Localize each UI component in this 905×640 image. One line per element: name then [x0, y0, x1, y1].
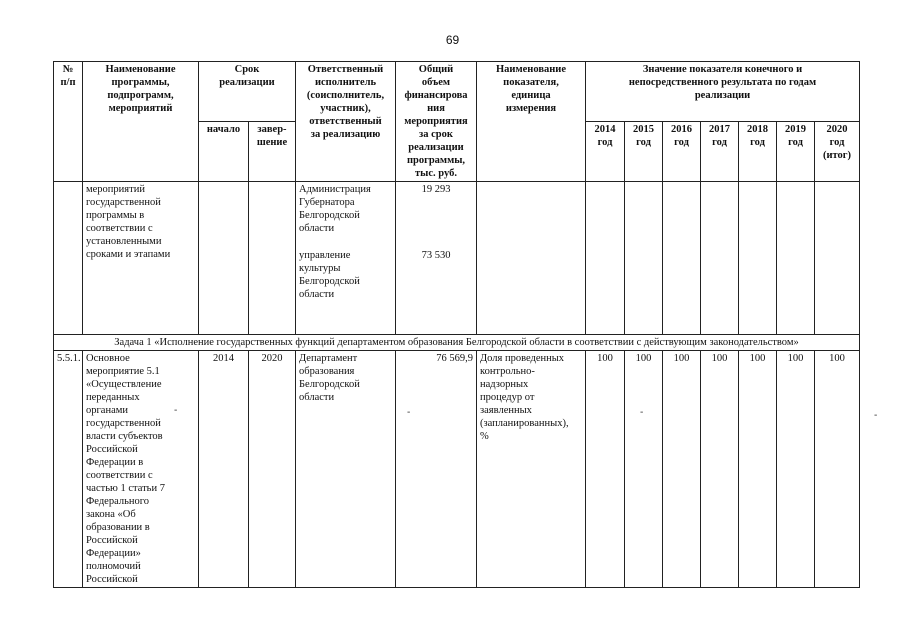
event-num: 5.5.1. [54, 351, 83, 588]
header-term: Срок реализации [199, 62, 296, 122]
task-text: Задача 1 «Исполнение государственных функций департаментом образования Белгородской области в соответствии с действующим законодательством» [54, 335, 860, 351]
task-row [54, 335, 860, 351]
cont-executor-1: Администрация Губернатора Белгородской области [299, 184, 371, 234]
cont-financing [396, 182, 477, 335]
scan-mark: - [640, 407, 644, 418]
scan-mark: - [407, 407, 411, 418]
event-value-2017: 100 [701, 351, 739, 588]
event-value-2014: 100 [586, 351, 625, 588]
event-value-2019: 100 [777, 351, 815, 588]
event-end: 2020 [249, 351, 296, 588]
event-value-2015: 100 [625, 351, 663, 588]
header-indicator: Наименование показателя, единица измерения [477, 62, 586, 182]
header-year-2018: 2018 год [739, 122, 777, 182]
header-values-title: Значение показателя конечного и непосредственного результата по годам реализации [586, 62, 860, 122]
event-row [54, 351, 860, 588]
event-financing: 76 569,9 [396, 351, 477, 588]
header-year-2020: 2020 год (итог) [815, 122, 860, 182]
cont-name: мероприятий государственной программы в соответствии с установленными сроками и этапами [83, 182, 199, 335]
event-name: Основное мероприятие 5.1 «Осуществление переданных органами государственной власти субъектов Российской Федерации в соответствии с частью 1 статьи 7 Федерального закона «Об образовании в Российской Федерации» полномочий Российской [83, 351, 199, 588]
cont-start [199, 182, 249, 335]
header-year-2014: 2014 год [586, 122, 625, 182]
event-value-2018: 100 [739, 351, 777, 588]
cont-num [54, 182, 83, 335]
event-indicator: Доля проведенных контрольно- надзорных процедур от заявленных (запланированных), % [477, 351, 586, 588]
continuation-row [54, 182, 860, 335]
header-financing: Общий объем финансирова ния мероприятия за срок реализации программы, тыс. руб. [396, 62, 477, 182]
event-value-2016: 100 [663, 351, 701, 588]
cont-financing-2: 73 530 [421, 250, 451, 261]
cont-executor-2: управление культуры Белгородской области [299, 250, 360, 300]
cont-financing-1: 19 293 [421, 184, 451, 195]
cont-indicator [477, 182, 586, 335]
program-table [53, 61, 860, 588]
header-executor: Ответственный исполнитель (соисполнитель, участник), ответственный за реализацию [296, 62, 396, 182]
cont-executor [296, 182, 396, 335]
header-name: Наименование программы, подпрограмм, мероприятий [83, 62, 199, 182]
header-term-end: завер- шение [249, 122, 296, 182]
header-year-2015: 2015 год [625, 122, 663, 182]
scan-mark: - [874, 410, 878, 421]
event-executor: Департамент образования Белгородской области [296, 351, 396, 588]
cont-end [249, 182, 296, 335]
header-year-2016: 2016 год [663, 122, 701, 182]
header-year-2019: 2019 год [777, 122, 815, 182]
header-year-2017: 2017 год [701, 122, 739, 182]
scan-mark: - [174, 405, 178, 416]
event-start: 2014 [199, 351, 249, 588]
event-value-2020: 100 [815, 351, 860, 588]
header-row-1 [54, 62, 860, 122]
header-term-start: начало [199, 122, 249, 182]
header-num: № п/п [54, 62, 83, 182]
page-number: 69 [445, 33, 460, 47]
